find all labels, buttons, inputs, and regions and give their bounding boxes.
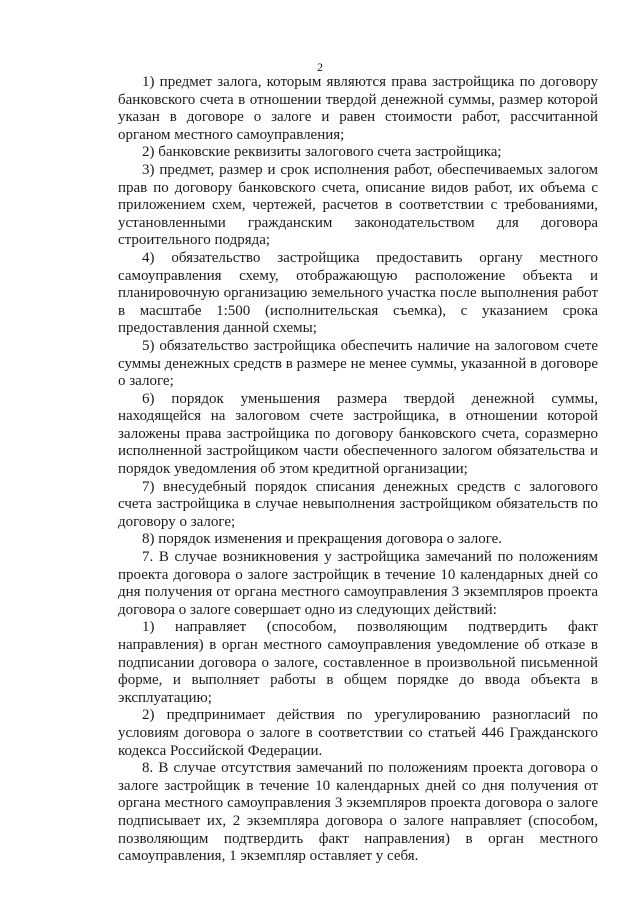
paragraph-item-4-scheme: 4) обязательство застройщика предоставить органу местного самоуправления схему, отображающую расположение объекта и планировочную организацию земельного участка после выполнения работ в масштабе 1:500 (исполнительская съемка), с указанием срока предоставления данной схемы; [118, 249, 598, 337]
document-body [118, 74, 598, 866]
paragraph-item-8-change: 8) порядок изменения и прекращения договора о залоге. [142, 531, 503, 548]
paragraph-item-5-funds: 5) обязательство застройщика обеспечить наличие на залоговом счете суммы денежных средств в размере не менее суммы, указанной в договоре о залоге; [118, 337, 598, 390]
paragraph-section-7: 7. В случае возникновения у застройщика замечаний по положениям проекта договора о залоге застройщик в течение 10 календарных дней со дня получения от органа местного самоуправления 3 экземпляров проекта договора о залоге совершает одно из следующих действий: [118, 549, 598, 618]
paragraph-item-7-write-off: 7) внесудебный порядок списания денежных средств с залогового счета застройщика в случае невыполнения застройщиком обязательств по договору о залоге; [118, 478, 598, 530]
paragraph-item-2-bank-details: 2) банковские реквизиты залогового счета застройщика; [142, 144, 502, 161]
paragraph-section-7-item-2: 2) предпринимает действия по урегулированию разногласий по условиям договора о залоге в соответствии со статьей 446 Гражданского кодекса Российской Федерации. [118, 707, 598, 759]
paragraph-section-7-item-1: 1) направляет (способом, позволяющим подтвердить факт направления) в орган местного самоуправления уведомление об отказе в подписании договора о залоге, составленное в произвольной письменной форме, и выполняет работы в общем порядке до ввода объекта в эксплуатацию; [118, 619, 598, 706]
paragraph-item-3-works: 3) предмет, размер и срок исполнения работ, обеспечиваемых залогом прав по договору банковского счета, описание видов работ, их объема с приложением схем, чертежей, расчетов в соответствии с требованиями, установленными гражданским законодательством для договора строительного подряда; [118, 161, 598, 249]
paragraph-section-8: 8. В случае отсутствия замечаний по положениям проекта договора о залоге застройщик в течение 10 календарных дней со дня получения от органа местного самоуправления 3 экземпляров проекта договора о залоге подписывает их, 2 экземпляра договора о залоге направляет (способом, позволяющим подтвердить факт направления) в орган местного самоуправления, 1 экземпляр оставляет у себя. [118, 760, 598, 865]
paragraph-item-1-subject: 1) предмет залога, которым являются права застройщика по договору банковского счета в отношении твердой денежной суммы, размер которой указан в договоре о залоге и равен стоимости работ, рассчитанной органом местного самоуправления; [118, 74, 598, 143]
paragraph-item-6-reduction: 6) порядок уменьшения размера твердой денежной суммы, находящейся на залоговом счете застройщика, в отношении которой заложены права застройщика по договору банковского счета, соразмерно исполненной застройщиком части обеспеченного залогом обязательства и порядок уведомления об этом кредитной организации; [118, 390, 598, 478]
page-number: 2 [317, 60, 323, 74]
